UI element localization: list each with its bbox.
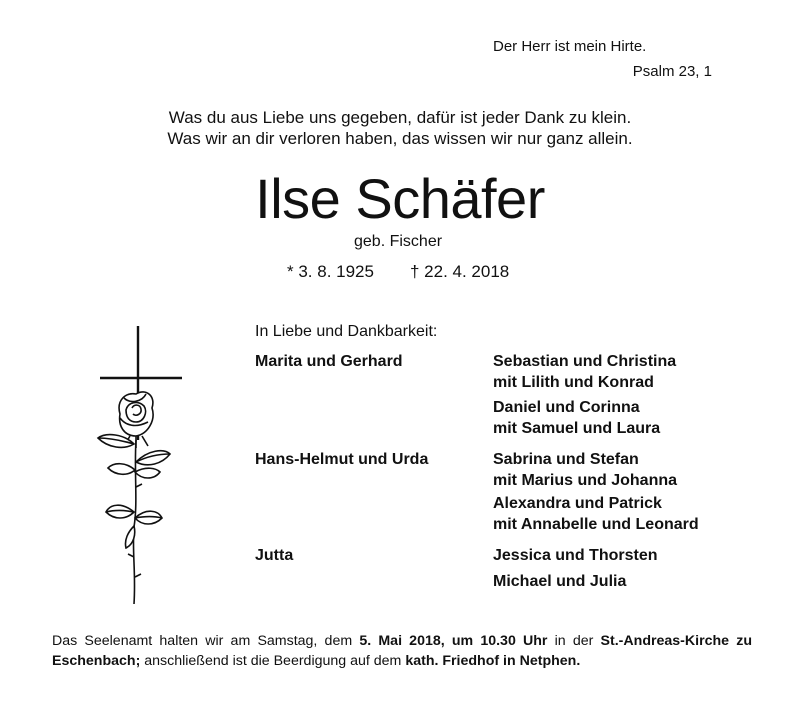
cross-with-rose — [90, 322, 190, 612]
grandchild-line: Sebastian und Christina — [493, 353, 677, 370]
funeral-text: anschließend ist die Beerdigung auf dem — [140, 653, 406, 669]
grandchild-line: Daniel und Corinna — [493, 399, 640, 416]
poem — [0, 107, 800, 149]
birth-date: * 3. 8. 1925 — [287, 262, 374, 281]
funeral-date: 5. Mai 2018, um 10.30 Uhr — [359, 633, 548, 649]
grandchild-line: mit Samuel und Laura — [493, 420, 661, 437]
grandchild-line: mit Lilith und Konrad — [493, 374, 654, 391]
bible-verse-reference: Psalm 23, 1 — [632, 63, 712, 80]
grandchild-line: Alexandra und Patrick — [493, 495, 662, 512]
funeral-cemetery: kath. Friedhof in Netphen. — [405, 653, 581, 669]
funeral-notice — [52, 631, 752, 671]
grandchild-line: mit Marius und Johanna — [493, 472, 678, 489]
maiden-name: geb. Fischer — [354, 233, 443, 250]
poem-line-2: Was wir an dir verloren haben, das wissen wir nur ganz allein. — [167, 129, 633, 148]
child-family-3: Jutta — [255, 547, 294, 564]
rose-icon — [98, 392, 170, 604]
poem-line-1: Was du aus Liebe uns gegeben, dafür ist jeder Dank zu klein. — [168, 108, 632, 127]
funeral-church: St.-Andreas-Kirche zu Eschenbach; — [52, 633, 752, 669]
grandchild-line: mit Annabelle und Leonard — [493, 516, 699, 533]
grandchild-entry-1 — [493, 351, 676, 393]
grandchild-entry-2 — [493, 397, 660, 439]
deceased-name: Ilse Schäfer — [255, 167, 545, 230]
grandchild-line: Sabrina und Stefan — [493, 451, 639, 468]
child-family-1: Marita und Gerhard — [255, 353, 403, 370]
grandchild-entry-3 — [493, 449, 677, 491]
grandchild-line: Jessica und Thorsten — [493, 547, 658, 564]
funeral-text: in der — [547, 633, 601, 649]
grandchild-entry-5 — [493, 545, 658, 566]
child-family-2: Hans-Helmut und Urda — [255, 451, 429, 468]
bible-verse: Der Herr ist mein Hirte. — [493, 38, 647, 55]
thanks-intro: In Liebe und Dankbarkeit: — [255, 323, 438, 340]
grandchild-line: Michael und Julia — [493, 573, 627, 590]
grandchild-entry-4 — [493, 493, 699, 535]
death-date: † 22. 4. 2018 — [410, 262, 510, 281]
grandchild-entry-6 — [493, 571, 626, 592]
funeral-text: Das Seelenamt halten wir am Samstag, dem — [52, 633, 360, 649]
